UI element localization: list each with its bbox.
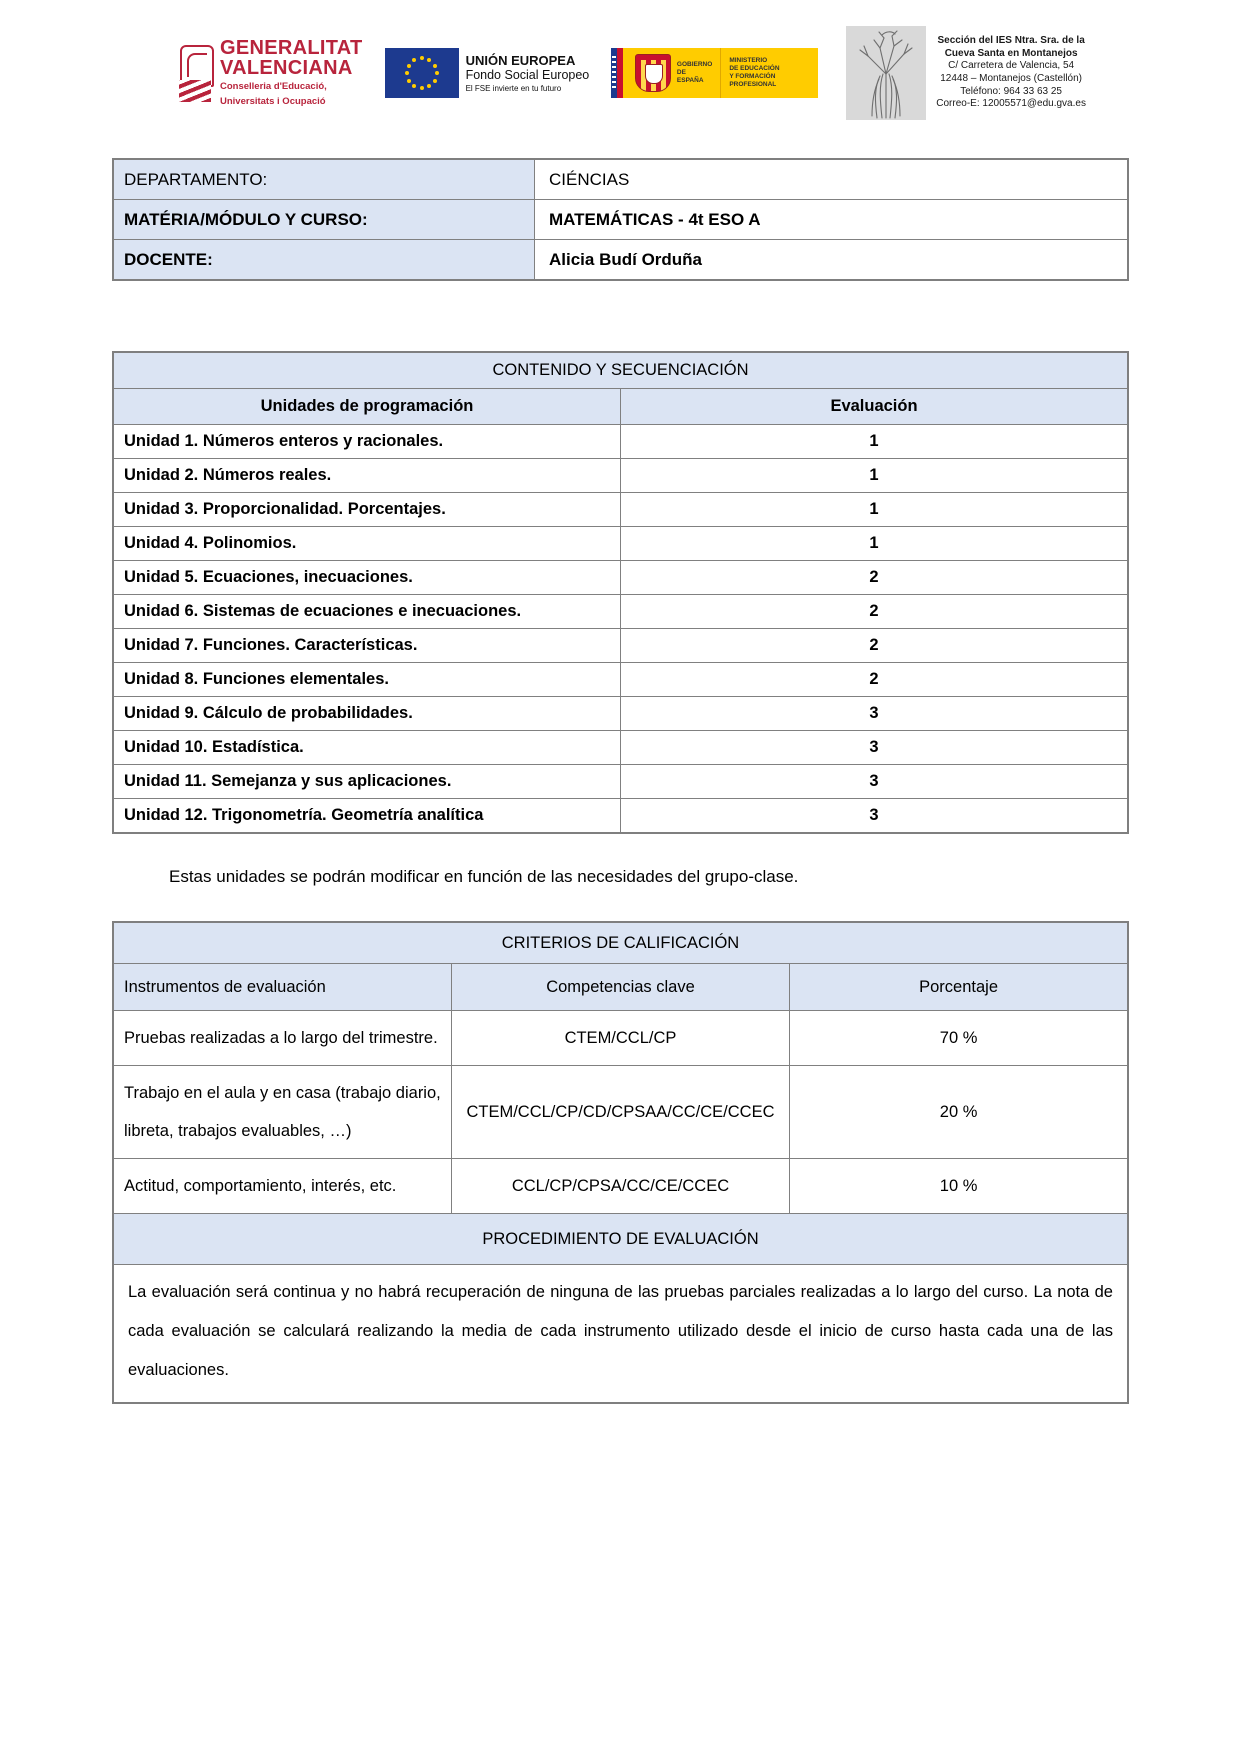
criteria-competence: CCL/CP/CPSA/CC/CE/CCEC xyxy=(451,1159,789,1214)
identification-label: DOCENTE: xyxy=(113,240,535,281)
unit-evaluation: 2 xyxy=(621,561,1129,595)
unit-name: Unidad 1. Números enteros y racionales. xyxy=(113,425,621,459)
table-row xyxy=(113,697,1128,731)
table-row xyxy=(113,159,1128,200)
gobierno-espana-logo xyxy=(611,48,818,98)
school-address-block xyxy=(936,35,1086,111)
unit-evaluation: 1 xyxy=(621,493,1129,527)
school-address-line1: Sección del IES Ntra. Sra. de la xyxy=(937,35,1085,47)
criteria-percentage: 10 % xyxy=(790,1159,1128,1214)
unit-evaluation: 1 xyxy=(621,425,1129,459)
table-row xyxy=(113,1011,1128,1066)
criteria-table-title: CRITERIOS DE CALIFICACIÓN xyxy=(113,922,1128,964)
gobierno-label xyxy=(677,48,721,98)
eu-logo-line2: Fondo Social Europeo xyxy=(465,67,590,82)
unit-name: Unidad 7. Funciones. Características. xyxy=(113,629,621,663)
table-row xyxy=(113,200,1128,240)
criteria-instrument: Pruebas realizadas a lo largo del trimestre. xyxy=(113,1011,451,1066)
school-address-line4: 12448 – Montanejos (Castellón) xyxy=(940,73,1082,84)
school-address-line6: Correo-E: 12005571@edu.gva.es xyxy=(936,98,1086,110)
table-row xyxy=(113,561,1128,595)
spain-flag-stripes-icon xyxy=(611,48,628,98)
european-union-logo xyxy=(385,48,590,98)
eu-star-icon xyxy=(412,58,416,62)
eu-star-icon xyxy=(420,56,424,60)
table-row xyxy=(113,765,1128,799)
eu-star-icon xyxy=(420,86,424,90)
grading-criteria-table xyxy=(112,921,1129,1404)
ministerio-line3: Y FORMACIÓN PROFESIONAL xyxy=(729,73,777,88)
school-letterhead xyxy=(846,26,1086,120)
gva-logo-line1: GENERALITAT xyxy=(220,37,363,59)
eu-star-icon xyxy=(427,84,431,88)
column-header-competences: Competencias clave xyxy=(451,964,789,1011)
gva-logo-line2: VALENCIANA xyxy=(220,57,353,79)
identification-label: DEPARTAMENTO: xyxy=(113,159,535,200)
school-address-line5: Teléfono: 964 33 63 25 xyxy=(960,85,1062,97)
column-header-instruments: Instrumentos de evaluación xyxy=(113,964,451,1011)
procedure-body: La evaluación será continua y no habrá recuperación de ninguna de las pruebas parciales realizadas a lo largo del curso. La nota de cada evaluación se calculará realizando la media de cada instrumento utilizado desde el inicio de curso hasta cada una de las evaluaciones. xyxy=(113,1265,1128,1404)
table-row xyxy=(113,595,1128,629)
ministerio-line2: DE EDUCACIÓN xyxy=(729,65,780,72)
unit-name: Unidad 8. Funciones elementales. xyxy=(113,663,621,697)
criteria-percentage: 70 % xyxy=(790,1011,1128,1066)
criteria-competence: CTEM/CCL/CP xyxy=(451,1011,789,1066)
criteria-header-row xyxy=(113,964,1128,1011)
criteria-instrument: Actitud, comportamiento, interés, etc. xyxy=(113,1159,451,1214)
table-row xyxy=(113,731,1128,765)
gobierno-line2: DE ESPAÑA xyxy=(676,69,704,84)
unit-name: Unidad 5. Ecuaciones, inecuaciones. xyxy=(113,561,621,595)
eu-flag-icon xyxy=(385,48,459,98)
spain-coat-of-arms-icon xyxy=(628,48,677,98)
ministerio-label xyxy=(721,48,818,98)
table-header-row xyxy=(113,389,1128,425)
table-row xyxy=(113,1066,1128,1159)
eu-star-icon xyxy=(412,84,416,88)
criteria-competence: CTEM/CCL/CP/CD/CPSAA/CC/CE/CCEC xyxy=(451,1066,789,1159)
criteria-percentage: 20 % xyxy=(790,1066,1128,1159)
table-row xyxy=(113,459,1128,493)
letterhead xyxy=(112,0,1129,110)
identification-table xyxy=(112,158,1129,281)
unit-evaluation: 3 xyxy=(621,697,1129,731)
school-address-line3: C/ Carretera de Valencia, 54 xyxy=(948,60,1075,72)
tree-drawing-icon xyxy=(846,26,926,120)
gva-logo-sub1: Conselleria d'Educació, xyxy=(220,81,327,92)
table-row xyxy=(113,493,1128,527)
table-row xyxy=(113,425,1128,459)
table-row xyxy=(113,1159,1128,1214)
eu-star-icon xyxy=(405,71,409,75)
unit-name: Unidad 2. Números reales. xyxy=(113,459,621,493)
column-header-units: Unidades de programación xyxy=(113,389,621,425)
unit-evaluation: 1 xyxy=(621,527,1129,561)
units-note: Estas unidades se podrán modificar en función de las necesidades del grupo-clase. xyxy=(169,867,799,886)
eu-star-icon xyxy=(407,64,411,68)
eu-logo-line1: UNIÓN EUROPEA xyxy=(465,52,576,68)
eu-logo-line3: El FSE invierte en tu futuro xyxy=(465,83,562,93)
eu-star-icon xyxy=(427,58,431,62)
column-header-evaluation: Evaluación xyxy=(621,389,1129,425)
eu-star-icon xyxy=(433,64,437,68)
school-address-line2: Cueva Santa en Montanejos xyxy=(944,47,1078,59)
unit-name: Unidad 4. Polinomios. xyxy=(113,527,621,561)
unit-evaluation: 3 xyxy=(621,799,1129,834)
identification-label: MATÉRIA/MÓDULO Y CURSO: xyxy=(113,200,535,240)
table-row xyxy=(113,629,1128,663)
table-title-row xyxy=(113,352,1128,389)
table-row xyxy=(113,799,1128,834)
unit-evaluation: 3 xyxy=(621,765,1129,799)
eu-star-icon xyxy=(407,79,411,83)
eu-star-icon xyxy=(433,79,437,83)
unit-name: Unidad 11. Semejanza y sus aplicaciones. xyxy=(113,765,621,799)
identification-value: Alicia Budí Orduña xyxy=(535,240,1129,281)
identification-value: CIÉNCIAS xyxy=(535,159,1129,200)
unit-name: Unidad 12. Trigonometría. Geometría analítica xyxy=(113,799,621,834)
procedure-title-row xyxy=(113,1214,1128,1265)
content-table-title: CONTENIDO Y SECUENCIACIÓN xyxy=(113,352,1128,389)
unit-evaluation: 2 xyxy=(621,663,1129,697)
column-header-percentage: Porcentaje xyxy=(790,964,1128,1011)
gva-logo-sub2: Universitats i Ocupació xyxy=(220,96,326,107)
gobierno-line1: GOBIERNO xyxy=(676,61,713,68)
procedure-body-row xyxy=(113,1265,1128,1404)
unit-name: Unidad 3. Proporcionalidad. Porcentajes. xyxy=(113,493,621,527)
content-sequencing-table xyxy=(112,351,1129,834)
unit-evaluation: 2 xyxy=(621,595,1129,629)
table-row xyxy=(113,240,1128,281)
ministerio-line1: MINISTERIO xyxy=(729,57,768,64)
unit-evaluation: 2 xyxy=(621,629,1129,663)
unit-name: Unidad 9. Cálculo de probabilidades. xyxy=(113,697,621,731)
criteria-instrument: Trabajo en el aula y en casa (trabajo diario, libreta, trabajos evaluables, …) xyxy=(113,1066,451,1159)
table-row xyxy=(113,663,1128,697)
eu-star-icon xyxy=(435,71,439,75)
unit-evaluation: 3 xyxy=(621,731,1129,765)
unit-evaluation: 1 xyxy=(621,459,1129,493)
generalitat-valenciana-logo xyxy=(177,38,363,108)
gva-shield-icon xyxy=(177,44,213,102)
table-row xyxy=(113,527,1128,561)
unit-name: Unidad 10. Estadística. xyxy=(113,731,621,765)
identification-value: MATEMÁTICAS - 4t ESO A xyxy=(535,200,1129,240)
unit-name: Unidad 6. Sistemas de ecuaciones e inecuaciones. xyxy=(113,595,621,629)
procedure-title: PROCEDIMIENTO DE EVALUACIÓN xyxy=(113,1214,1128,1265)
criteria-title-row xyxy=(113,922,1128,964)
